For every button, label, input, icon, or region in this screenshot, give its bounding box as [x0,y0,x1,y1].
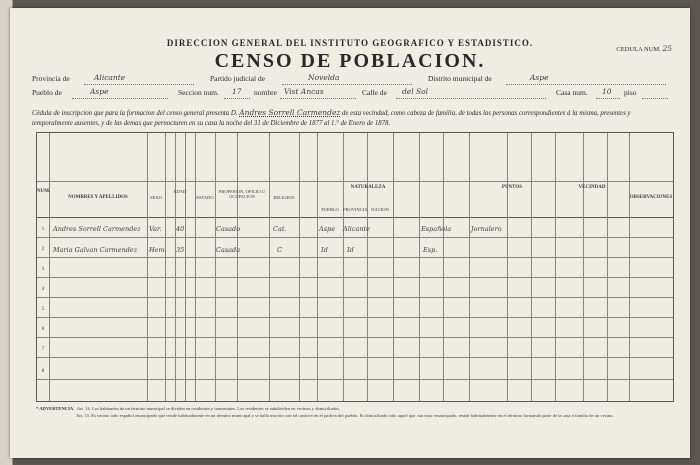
pueblo-label: Pueblo de [32,88,62,97]
col-line-edad2 [185,133,186,401]
row-number: 8 [41,369,45,374]
entry-edad: 35 [176,246,185,254]
provincia-value: Alicante [94,73,126,82]
row-number: 5 [41,307,45,312]
piso-line [642,98,668,99]
col-sexo-header: SEXO [150,195,162,200]
calle-label: Calle de [362,88,387,97]
entry-name: Andres Sorrell Carmendez [53,225,141,233]
row-number: 3 [41,267,45,272]
intro-part1: Cédula de inscripcion que para la formacion del censo general presenta D. [32,110,238,117]
distrito-value: Aspe [530,73,549,82]
footer-articles [36,406,676,419]
col-line-i [443,133,444,401]
entry-estado: Casado [216,225,241,233]
col-line-edad3 [195,133,196,401]
seccion-line [224,98,250,99]
row-line-8 [37,379,673,380]
col-line-o [607,133,608,401]
nombre-label: nombre [254,88,277,97]
col-line-c [299,133,300,401]
col-profesion-header: PROFESION, OFICIO U OCUPACION [218,189,266,199]
partido-label: Partido judicial de [210,74,265,83]
col-naturaleza-header: NATURALEZA [350,185,386,190]
provincia-label: Provincia de [32,74,70,83]
row-number: 1 [41,227,45,232]
entry-puntos: Jornalero [471,225,502,233]
census-table [36,132,674,402]
provincia-line [84,84,194,85]
col-pueblo-header: PUEBLO [321,207,339,212]
intro-paragraph [32,108,672,129]
col-line-k [507,133,508,401]
form-title: CENSO DE POBLACION. [214,50,486,72]
census-form-page [10,8,690,458]
row-line-6 [37,337,673,338]
entry-religion: Cat. [273,225,287,233]
cedula-number [616,44,672,53]
col-line-f [367,133,368,401]
row-line-3 [37,277,673,278]
col-vecindad-header: VECINDAD [578,185,606,190]
col-observaciones-header: OBSERVACIONES [629,195,673,200]
col-estado-header: ESTADO [196,195,214,200]
seccion-value: 17 [232,87,242,96]
entry-nacion: Esp. [423,246,438,254]
entry-pueblo: Aspe [319,225,336,233]
entry-provincia: Id [347,246,354,254]
entry-name: Maria Galvan Carmendez [53,246,138,254]
entry-sexo: Var. [149,225,162,233]
col-line-g [393,133,394,401]
row-line-4 [37,297,673,298]
col-religion-header: RELIGION [273,195,295,200]
cedula-label: CEDULA NUM. [616,46,661,53]
intro-part2: de esta vecindad, como cabeza de familia, de todas las personas correspondientes á la misma, presentes y temporalmente ausentes, y de las demas que pernocturen en su casa la noche del 31 de Diciembre de 1877 al 1.° de Enero de 1878. [32,110,631,127]
col-line-n [583,133,584,401]
partido-value: Novelda [308,73,340,82]
entry-religion: C [277,246,282,254]
col-nacion-header: NACION [371,207,389,212]
row-line-1 [37,237,673,238]
col-edad-header: EDAD [173,189,187,194]
advertencia-label: * ADVERTENCIA. [36,406,75,411]
header-divider-2 [37,217,673,218]
col-line-b [269,133,270,401]
entry-sexo: Hem. [149,246,167,254]
col-line-edad1 [175,133,176,401]
nombre-value: Vist Ancas [284,87,324,96]
col-line-num [49,133,50,401]
entry-nacion: Española [421,225,452,233]
entry-provincia: Alicante [343,225,371,233]
col-line-a [237,133,238,401]
entry-edad: 40 [176,225,185,233]
art-15-text: Art. 15. Es vecino todo español emancipado que reside habitualmente en un término municipal y se halla inscrito con tal carácter en el padron del pueblo. Es domiciliado todo aquel que, sin estar emancipado, reside habitualmente en el término formando parte de la casa ó familia de un vecino. [76,412,614,418]
col-line-estado [215,133,216,401]
calle-line [396,98,546,99]
row-number: 7 [41,347,45,352]
partido-line [282,84,412,85]
seccion-label: Seccion num. [178,88,219,97]
declarant-name: Andres Sorrell Carmendez [239,108,341,117]
distrito-line [506,84,666,85]
art-14-text: Art. 14. Los habitantes de un término municipal se dividen en residentes y transeuntes. Los residentes se subdividen en vecinos y domiciliados. [76,406,341,411]
col-line-d [317,133,318,401]
col-line-j [469,133,470,401]
entry-pueblo: Id [321,246,328,254]
casa-line [596,98,620,99]
col-names-header: NOMBRES Y APELLIDOS [68,195,128,200]
col-line-sexo [165,133,166,401]
casa-label: Casa num. [556,88,588,97]
directorate-title: DIRECCION GENERAL DEL INSTITUTO GEOGRAFICO Y ESTADISTICO. [166,38,534,48]
pueblo-line [72,98,168,99]
piso-label: piso [624,88,637,97]
row-number: 6 [41,327,45,332]
col-line-p [629,133,630,401]
col-line-e [343,133,344,401]
entry-estado: Casada [216,246,241,254]
distrito-label: Distrito municipal de [428,74,492,83]
row-line-5 [37,317,673,318]
row-number: 2 [41,247,45,252]
casa-value: 10 [602,87,612,96]
nombre-line [280,98,356,99]
col-line-l [531,133,532,401]
col-provincia-header: PROVINCIA [343,207,368,212]
col-line-names [147,133,148,401]
row-number: 4 [41,287,45,292]
col-num-header: NUM. [37,189,51,194]
header-divider-1 [37,181,673,182]
col-line-h [419,133,420,401]
cedula-value: 25 [662,44,672,53]
pueblo-value: Aspe [90,87,109,96]
row-line-7 [37,357,673,358]
col-puntos-header: PUNTOS [501,185,523,190]
calle-value: del Sol [402,87,429,96]
col-line-m [555,133,556,401]
row-line-2 [37,257,673,258]
